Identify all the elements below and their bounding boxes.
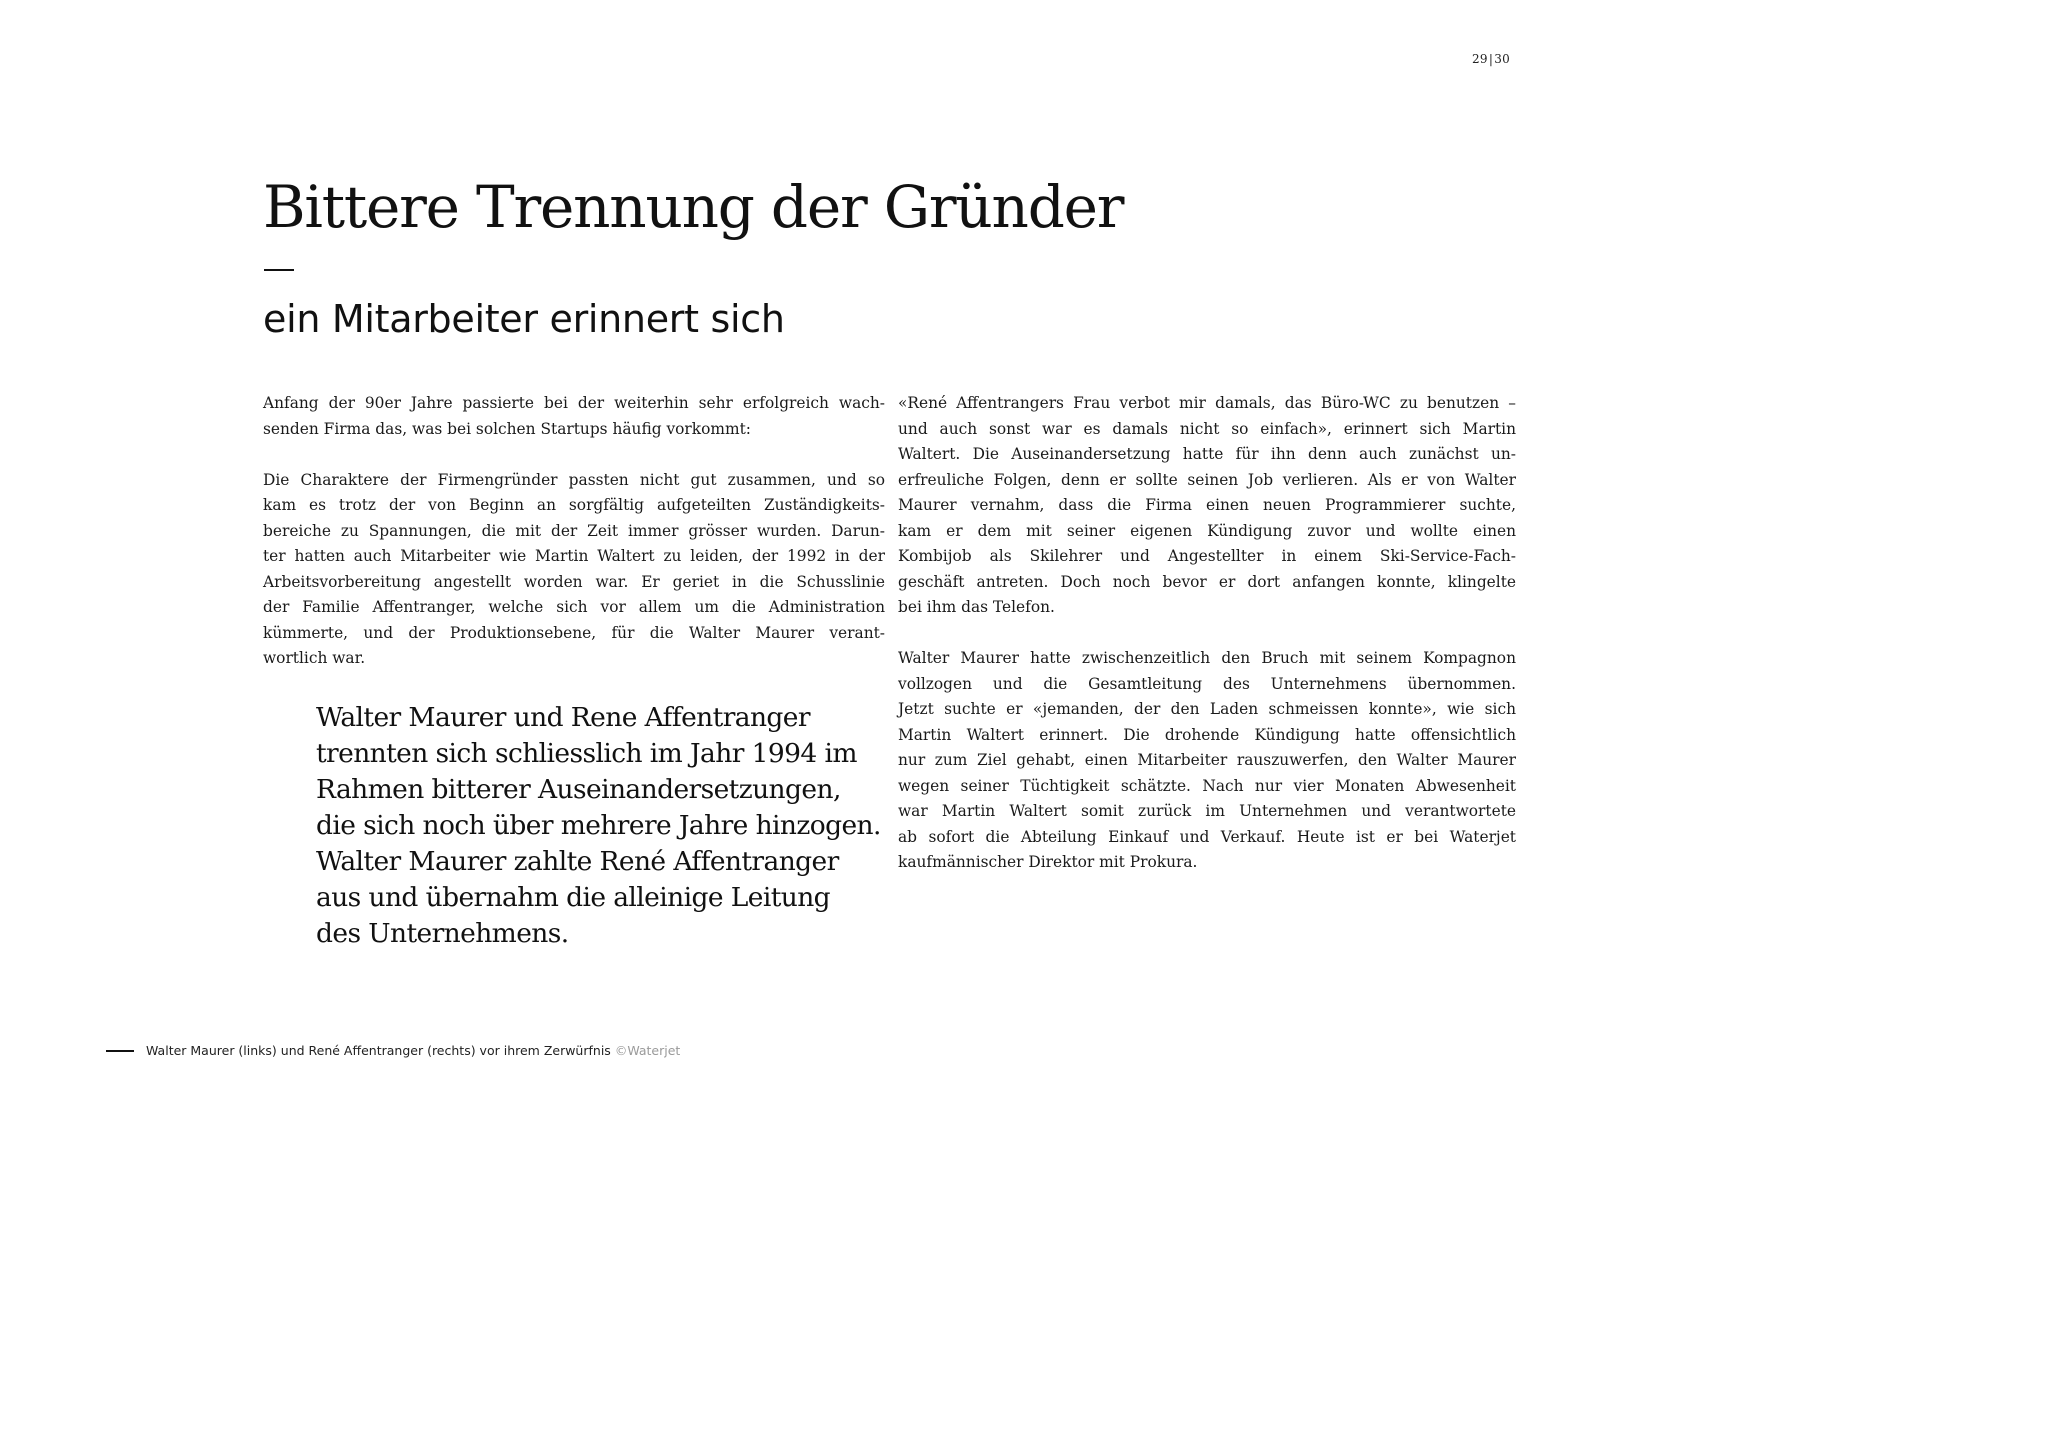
text-line: Walter Maurer hatte zwischenzeitlich den Bruch mit seinem Kompagnon: [898, 649, 1516, 667]
right-paragraph-1: [898, 391, 1516, 621]
text-line: ter hatten auch Mitarbeiter wie Martin Waltert zu leiden, der 1992 in der: [263, 547, 885, 565]
text-line: wegen seiner Tüchtigkeit schätzte. Nach nur vier Monaten Abwesenheit: [898, 776, 1516, 795]
pull-quote-line: Walter Maurer zahlte René Affentranger: [316, 846, 839, 877]
article-subtitle: ein Mitarbeiter erinnert sich: [263, 297, 785, 341]
title-dash-divider: [264, 269, 294, 271]
right-paragraph-2: [898, 646, 1516, 876]
pull-quote-line: Rahmen bitterer Auseinandersetzungen,: [316, 774, 841, 805]
text-line: bereiche zu Spannungen, die mit der Zeit immer grösser wurden. Darun-: [263, 521, 885, 540]
text-line: Maurer vernahm, dass die Firma einen neuen Programmierer suchte,: [898, 496, 1516, 514]
page-number: [1472, 52, 1510, 66]
page-number-separator: |: [1488, 52, 1494, 66]
pull-quote: [316, 700, 881, 952]
text-line: senden Firma das, was bei solchen Startups häufig vorkommt:: [263, 419, 751, 438]
text-line: kümmerte, und der Produktionsebene, für die Walter Maurer verant-: [263, 623, 885, 642]
text-line: nur zum Ziel gehabt, einen Mitarbeiter rauszuwerfen, den Walter Maurer: [898, 751, 1516, 769]
left-paragraph-2: [263, 468, 885, 672]
text-line: kam er dem mit seiner eigenen Kündigung zuvor und wollte einen: [898, 521, 1516, 540]
left-column: [263, 391, 885, 672]
text-line: «René Affentrangers Frau verbot mir damals, das Büro-WC zu benutzen –: [898, 394, 1516, 412]
text-line: Die Charaktere der Firmengründer passten nicht gut zusammen, und so: [263, 470, 885, 489]
text-line: kaufmännischer Direktor mit Prokura.: [898, 853, 1198, 871]
pull-quote-line: aus und übernahm die alleinige Leitung: [316, 882, 831, 913]
text-line: bei ihm das Telefon.: [898, 598, 1055, 616]
text-line: Arbeitsvorbereitung angestellt worden war. Er geriet in die Schusslinie: [263, 572, 885, 591]
text-line: erfreuliche Folgen, denn er sollte seinen Job verlieren. Als er von Walter: [898, 470, 1516, 489]
right-column: [898, 391, 1516, 876]
text-line: wortlich war.: [263, 649, 366, 667]
text-line: Waltert. Die Auseinandersetzung hatte für ihn denn auch zunächst un-: [898, 445, 1516, 463]
pull-quote-line: die sich noch über mehrere Jahre hinzogen.: [316, 810, 881, 841]
caption-credit: ©Waterjet: [614, 1043, 681, 1058]
text-line: geschäft antreten. Doch noch bevor er dort anfangen konnte, klingelte: [898, 572, 1516, 591]
article-title: Bittere Trennung der Gründer: [263, 173, 1124, 241]
text-line: Anfang der 90er Jahre passierte bei der weiterhin sehr erfolgreich wach-: [263, 394, 885, 412]
pull-quote-line: des Unternehmens.: [316, 918, 569, 949]
text-line: Kombijob als Skilehrer und Angestellter in einem Ski-Service-Fach-: [898, 547, 1516, 565]
text-line: vollzogen und die Gesamtleitung des Unternehmens übernommen.: [898, 674, 1516, 693]
text-line: ab sofort die Abteilung Einkauf und Verkauf. Heute ist er bei Waterjet: [898, 827, 1516, 846]
caption-rule: [106, 1050, 134, 1052]
page-number-right: 30: [1494, 52, 1511, 66]
text-line: war Martin Waltert somit zurück im Unternehmen und verantwortete: [898, 802, 1516, 820]
pull-quote-line: Walter Maurer und Rene Affentranger: [316, 702, 810, 733]
left-paragraph-1: [263, 391, 885, 442]
text-line: kam es trotz der von Beginn an sorgfältig aufgeteilten Zuständigkeits-: [263, 496, 885, 514]
caption-text: Walter Maurer (links) und René Affentranger (rechts) vor ihrem Zerwürfnis: [146, 1043, 611, 1058]
pull-quote-line: trennten sich schliesslich im Jahr 1994 im: [316, 738, 857, 769]
text-line: Jetzt suchte er «jemanden, der den Laden schmeissen konnte», wie sich: [898, 700, 1516, 718]
page-number-left: 29: [1472, 52, 1488, 66]
text-line: der Familie Affentranger, welche sich vor allem um die Administration: [263, 598, 885, 616]
photo-caption: [106, 1043, 680, 1058]
text-line: Martin Waltert erinnert. Die drohende Kündigung hatte offensichtlich: [898, 725, 1516, 744]
text-line: und auch sonst war es damals nicht so einfach», erinnert sich Martin: [898, 419, 1516, 438]
